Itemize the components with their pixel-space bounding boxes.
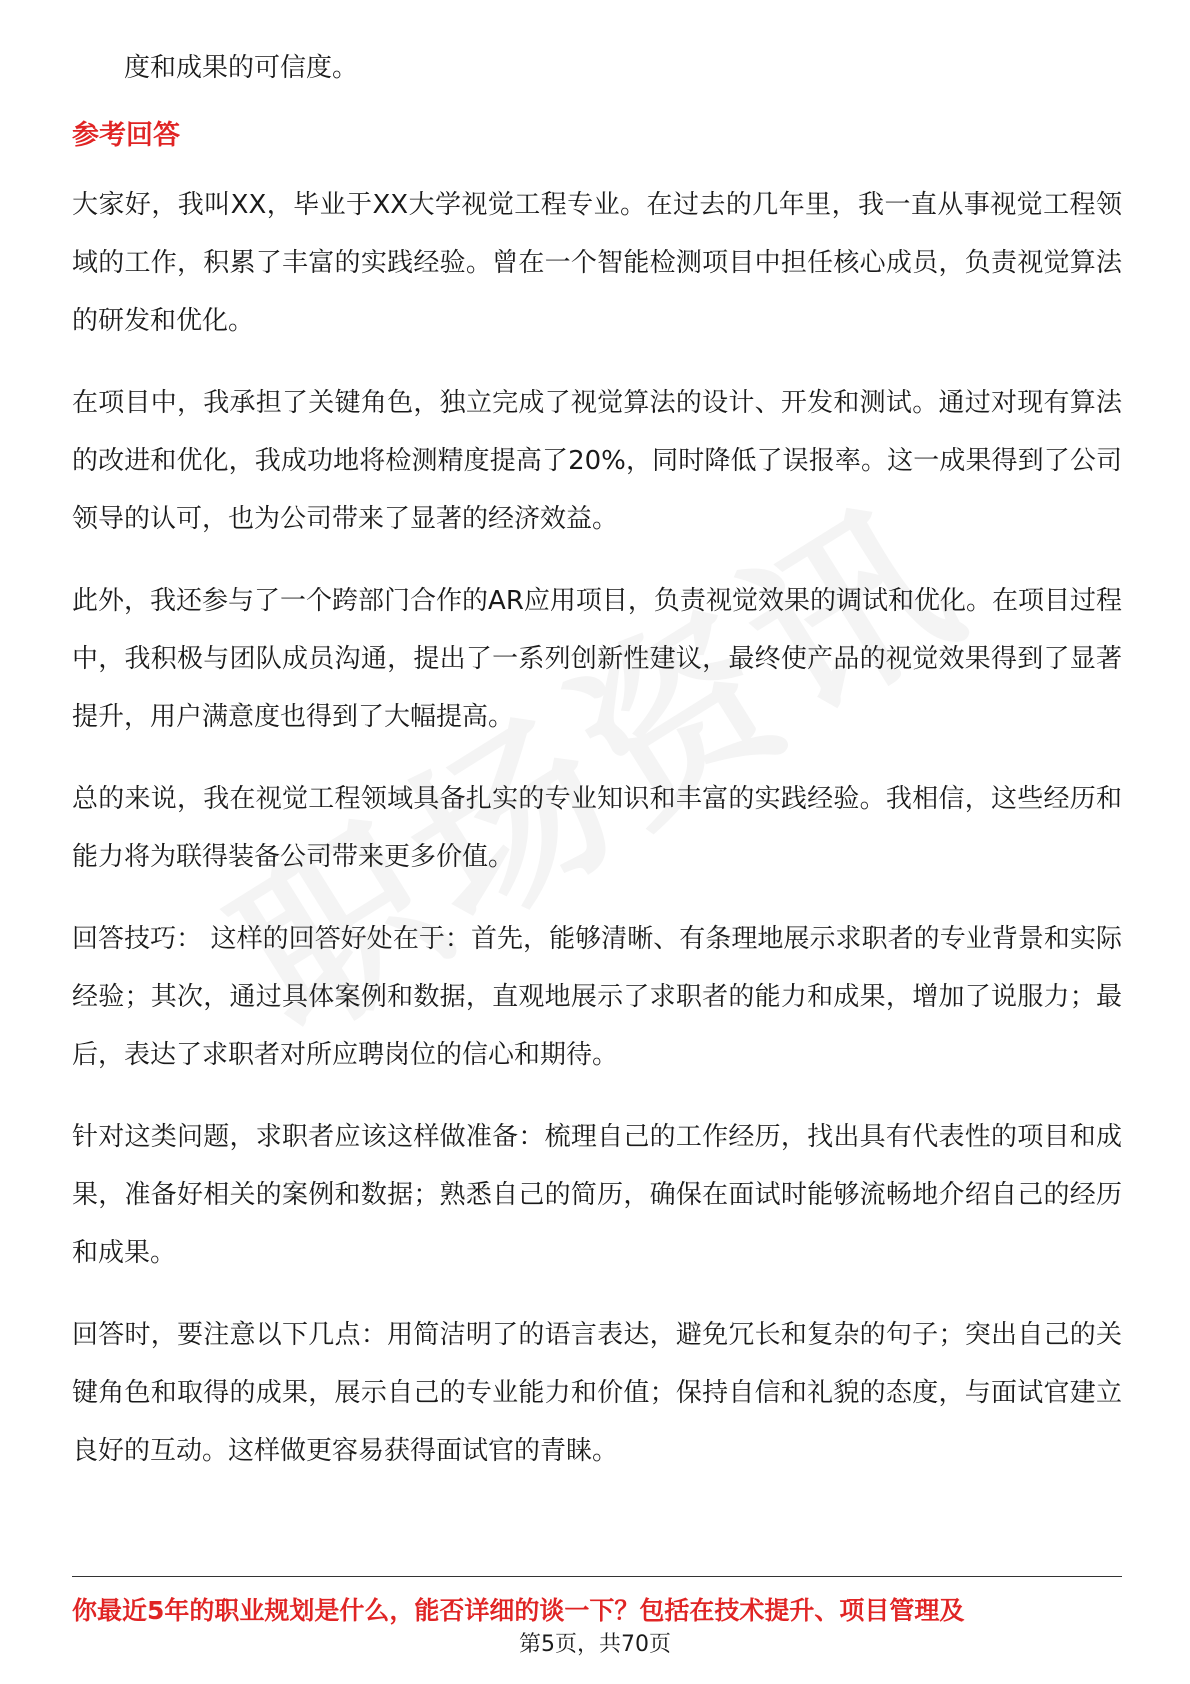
- paragraph-ar-project: 此外，我还参与了一个跨部门合作的AR应用项目，负责视觉效果的调试和优化。在项目过程中，我积极与团队成员沟通，提出了一系列创新性建议，最终使产品的视觉效果得到了显著提升，用户满意度也得到了大幅提高。: [72, 586, 1122, 732]
- continued-text-line: 度和成果的可信度。: [124, 53, 359, 83]
- paragraph-intro: 大家好，我叫XX，毕业于XX大学视觉工程专业。在过去的几年里，我一直从事视觉工程领域的工作，积累了丰富的实践经验。曾在一个智能检测项目中担任核心成员，负责视觉算法的研发和优化。: [72, 190, 1122, 336]
- paragraph-preparation: 针对这类问题，求职者应该这样做准备：梳理自己的工作经历，找出具有代表性的项目和成果，准备好相关的案例和数据；熟悉自己的简历，确保在面试时能够流畅地介绍自己的经历和成果。: [72, 1122, 1122, 1268]
- paragraph-project-role: 在项目中，我承担了关键角色，独立完成了视觉算法的设计、开发和测试。通过对现有算法的改进和优化，我成功地将检测精度提高了20%，同时降低了误报率。这一成果得到了公司领导的认可，也为公司带来了显著的经济效益。: [72, 388, 1122, 534]
- paragraph-summary: 总的来说，我在视觉工程领域具备扎实的专业知识和丰富的实践经验。我相信，这些经历和能力将为联得装备公司带来更多价值。: [72, 784, 1122, 872]
- page-number: 第5页，共70页: [519, 1632, 671, 1657]
- section-heading-reference-answer: 参考回答: [72, 120, 180, 151]
- paragraph-attention-points: 回答时，要注意以下几点：用简洁明了的语言表达，避免冗长和复杂的句子；突出自己的关键角色和取得的成果，展示自己的专业能力和价值；保持自信和礼貌的态度，与面试官建立良好的互动。这样做更容易获得面试官的青睐。: [72, 1320, 1122, 1466]
- page-content: [72, 48, 1122, 1480]
- paragraph-answer-tips: 回答技巧： 这样的回答好处在于：首先，能够清晰、有条理地展示求职者的专业背景和实际经验；其次，通过具体案例和数据，直观地展示了求职者的能力和成果，增加了说服力；最后，表达了求职者对所应聘岗位的信心和期待。: [72, 924, 1122, 1070]
- next-question-heading: 你最近5年的职业规划是什么，能否详细的谈一下？包括在技术提升、项目管理及: [72, 1596, 965, 1625]
- section-divider: [72, 1576, 1122, 1577]
